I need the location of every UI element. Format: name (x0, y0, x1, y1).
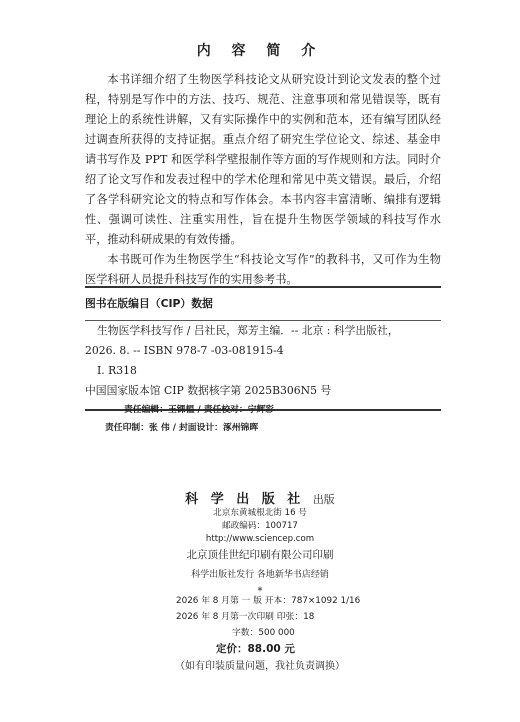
printer-line: 北京顶佳世纪印刷有限公司印刷 (186, 549, 334, 561)
summary-paragraph-1: 本书详细介绍了生物医学科技论文从研究设计到论文发表的整个过程，特别是写作中的方法、技巧、规范、注意事项和常见错误等，既有理论上的系统性讲解，又有实际操作中的实例和范本，还有编写团队经过调查所获得的支持证据。重点介绍了研究生学位论文、综述、基金申请书写作及 PPT 和医学科学壁报制作等方面的写作规则和方法。同时介绍了论文写作和发表过程中的学术伦理和常见中英文错误。最后，介绍了各学科研究论文的特点和写作体会。本书内容丰富清晰、编排有逻辑性、强调可读性、注重实用性，旨在提升生物医学领域的科技写作水平，推动科研成果的有效传播。 (85, 73, 441, 246)
printing-line: 2026 年 8 月第一次印刷 印张：18 (176, 612, 315, 622)
publisher-website: http://www.sciencep.com (205, 534, 315, 544)
summary-section (85, 70, 441, 290)
cip-isbn-line: 2026. 8. -- ISBN 978-7 -03-081915-4 (85, 344, 284, 357)
publisher-postal: 邮政编码：100717 (222, 521, 298, 531)
price-line: 定价：88.00 元 (216, 643, 295, 655)
distribution-line: 科学出版社发行 各地新华书店经销 (191, 570, 329, 580)
publisher-suffix: 出版 (312, 493, 335, 506)
production-credits: 责任印制：张 伟 / 封面设计：涿州锦晖 (105, 423, 259, 433)
summary-heading: 内 容 简 介 (196, 43, 324, 59)
publisher-name (0, 488, 520, 507)
cip-block (85, 286, 441, 411)
cip-number-line: 中国国家版本馆 CIP 数据核字第 2025B306N5 号 (85, 384, 332, 397)
edition-line: 2026 年 8 月第 一 版 开本：787×1092 1/16 (176, 596, 361, 606)
cip-heading: 图书在版编目（CIP）数据 (85, 297, 213, 310)
cip-classification-line: Ⅰ. R318 (97, 364, 137, 377)
separator-star: * (257, 586, 263, 597)
specs-block (176, 593, 396, 657)
cip-title-line: 生物医学科技写作 / 吕社民，郑芳主编．-- 北京 : 科学出版社， (97, 324, 399, 337)
quality-note: （如有印装质量问题，我社负责调换） (175, 661, 345, 672)
word-count-line: 字数：500 000 (232, 628, 295, 638)
publisher-block (0, 488, 520, 599)
publisher-logo-text: 科 学 出 版 社 (185, 492, 305, 507)
summary-paragraph-2: 本书既可作为生物医学生“科技论文写作”的教科书，又可作为生物医学科研人员提升科技写作的实用参考书。 (85, 253, 441, 286)
editor-credits: 责任编辑：王锞韫 / 责任校对：宁辉彩 (124, 405, 275, 415)
publisher-address: 北京东黄城根北街 16 号 (213, 508, 307, 518)
